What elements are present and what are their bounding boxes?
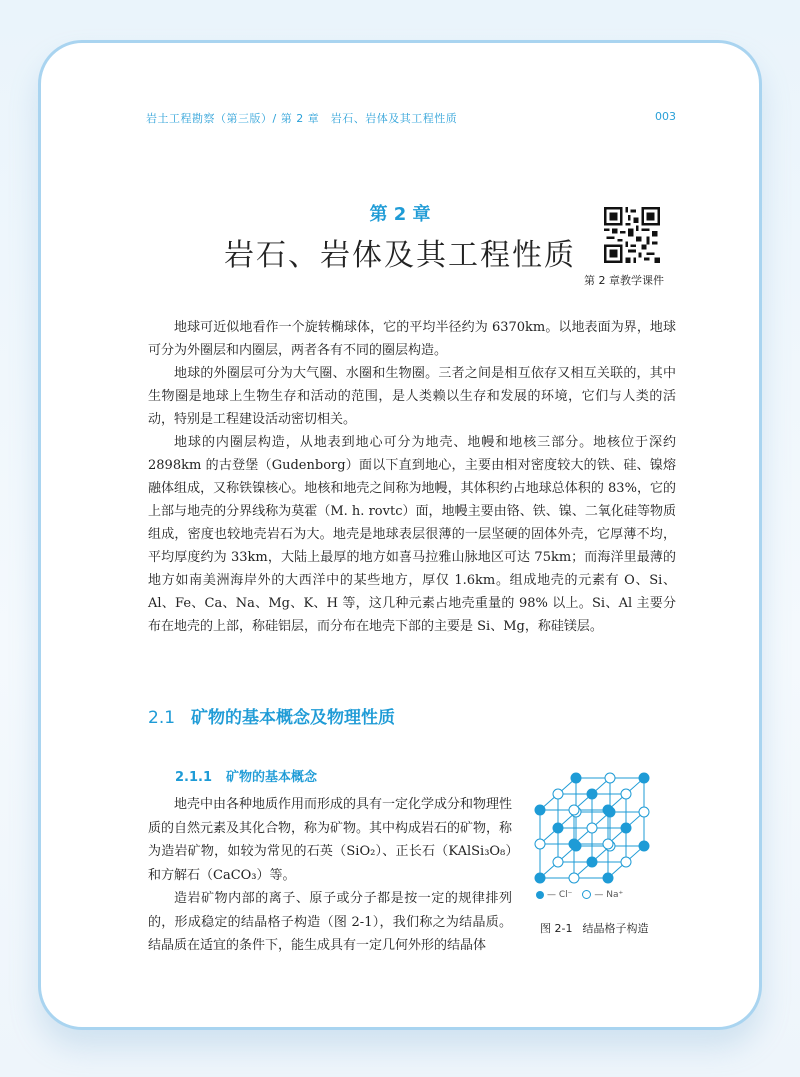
- cl-ion: [639, 841, 649, 851]
- legend-na: [582, 890, 623, 900]
- na-ion: [639, 807, 649, 817]
- section-title: 矿物的基本概念及物理性质: [191, 708, 396, 728]
- legend-cl-label: — Cl⁻: [547, 890, 573, 900]
- cl-ion: [535, 873, 545, 883]
- chapter-label: 第 2 章: [369, 204, 431, 225]
- subsection-heading: [175, 766, 317, 785]
- subsection-title: 矿物的基本概念: [226, 770, 318, 785]
- cl-ion: [535, 805, 545, 815]
- na-ion: [553, 789, 563, 799]
- section-number: 2.1: [148, 708, 176, 728]
- cl-ion: [639, 773, 649, 783]
- na-ion: [603, 839, 613, 849]
- paragraph: 地壳中由各种地质作用而形成的具有一定化学成分和物理性质的自然元素及其化合物，称为矿物。其中构成岩石的矿物，称为造岩矿物，如较为常见的石英（SiO₂）、正长石（KAlSi₃O₈）和方解石（CaCO₃）等。: [148, 797, 513, 883]
- na-ion: [553, 857, 563, 867]
- cl-ion: [571, 773, 581, 783]
- paragraph: 地球可近似地看作一个旋转椭球体，它的平均半径约为 6370km。以地表面为界，地球可分为外圈层和内圈层，两者各有不同的圈层构造。: [148, 320, 676, 358]
- filled-dot-icon: [536, 891, 544, 899]
- crystal-lattice-figure: [526, 756, 666, 906]
- chapter-title: 岩石、岩体及其工程性质: [224, 238, 576, 273]
- figure-caption: [540, 920, 648, 936]
- subsection-number: 2.1.1: [175, 770, 213, 785]
- legend-cl: [536, 890, 572, 900]
- na-ion: [535, 839, 545, 849]
- paragraph: 地球的内圈层构造，从地表到地心可分为地壳、地幔和地核三部分。地核位于深约 2898km 的古登堡（Gudenborg）面以下直到地心，主要由相对密度较大的铁、硅、镍熔融体组成，又称铁镍核心。地核和地壳之间称为地幔，其体积约占地球总体积的 83%，它的上部与地壳的分界线称为莫霍（M. h. rovtc）面，地幔主要由铬、铁、镍、二氧化硅等物质组成，密度也较地壳岩石为大。地壳是地球表层很薄的一层坚硬的固体外壳，它厚薄不均，平均厚度约为 33km，大陆上最厚的地方如喜马拉雅山脉地区可达 75km；而海洋里最薄的地方如南美洲海岸外的大西洋中的某些地方，厚仅 1.6km。组成地壳的元素有 O、Si、Al、Fe、Ca、Na、Mg、K、H 等，这几种元素占地壳重量的 98% 以上。Si、Al 主要分布在地壳的上部，称硅铝层，而分布在地壳下部的主要是 Si、Mg，称硅镁层。: [148, 435, 676, 634]
- cl-ion: [603, 873, 613, 883]
- subsection-body: [148, 793, 512, 958]
- na-ion: [621, 789, 631, 799]
- na-ion: [605, 773, 615, 783]
- hollow-dot-icon: [582, 890, 591, 899]
- running-head: 岩土工程勘察（第三版）/ 第 2 章 岩石、岩体及其工程性质: [146, 112, 458, 125]
- qr-caption: 第 2 章教学课件: [584, 274, 664, 287]
- cl-ion: [621, 823, 631, 833]
- intro-body: [148, 316, 676, 638]
- cl-ion: [553, 823, 563, 833]
- na-ion: [569, 805, 579, 815]
- legend-na-label: — Na⁺: [594, 890, 624, 900]
- cl-ion: [569, 839, 579, 849]
- paragraph: 造岩矿物内部的离子、原子或分子都是按一定的规律排列的，形成稳定的结晶格子构造（图 2-1），我们称之为结晶质。结晶质在适宜的条件下，能生成具有一定几何外形的结晶体: [148, 891, 512, 953]
- figure-title: 结晶格子构造: [582, 922, 649, 935]
- cl-ion: [587, 789, 597, 799]
- na-ion: [621, 857, 631, 867]
- section-heading: [148, 703, 395, 728]
- figure-number: 图 2-1: [540, 922, 573, 935]
- page-number: 003: [655, 110, 676, 123]
- cl-ion: [603, 805, 613, 815]
- figure-legend: [536, 890, 623, 900]
- na-ion: [569, 873, 579, 883]
- cl-ion: [587, 857, 597, 867]
- qr-code-icon[interactable]: [604, 207, 660, 263]
- paragraph: 地球的外圈层可分为大气圈、水圈和生物圈。三者之间是相互依存又相互关联的，其中生物圈是地球上生物生存和活动的范围，是人类赖以生存和发展的环境，它们与人类的活动，特别是工程建设活动密切相关。: [148, 366, 676, 427]
- na-ion: [587, 823, 597, 833]
